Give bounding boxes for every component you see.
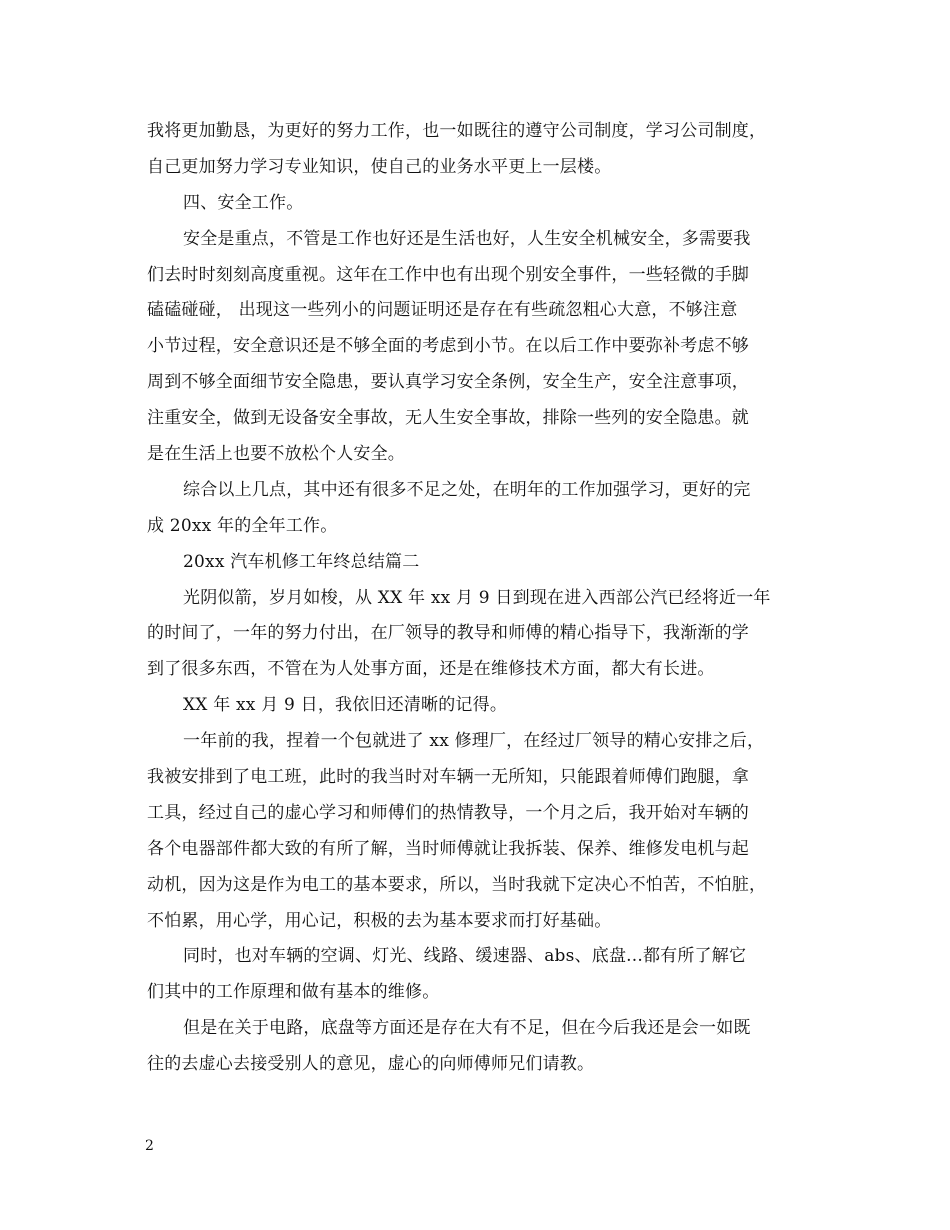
text-line: 是在生活上也要不放松个人安全。 [147,444,405,465]
page-number: 2 [145,1138,154,1154]
text-line: 我被安排到了电工班，此时的我当时对车辆一无所知，只能跟着师傅们跑腿，拿 [147,767,749,788]
text-line: 同时，也对车辆的空调、灯光、线路、缓速器、abs、底盘...都有所了解它 [183,946,747,967]
text-line: 周到不够全面细节安全隐患，要认真学习安全条例，安全生产，安全注意事项， [147,372,749,393]
text-line: 不怕累，用心学，用心记，积极的去为基本要求而打好基础。 [147,910,612,931]
text-line: 动机，因为这是作为电工的基本要求，所以，当时我就下定决心不怕苦，不怕脏， [147,874,767,895]
text-line: 安全是重点，不管是工作也好还是生活也好，人生安全机械安全，多需要我 [183,228,751,249]
text-line: 但是在关于电路，底盘等方面还是存在大有不足，但在今后我还是会一如既 [183,1018,751,1039]
text-line: 我将更加勤恳，为更好的努力工作，也一如既往的遵守公司制度，学习公司制度， [147,121,767,141]
text-line: 们其中的工作原理和做有基本的维修。 [147,982,440,1003]
text-line: 们去时时刻刻高度重视。这年在工作中也有出现个别安全事件，一些轻微的手脚 [147,264,749,285]
text-line: 注重安全，做到无设备安全事故，无人生安全事故，排除一些列的安全隐患。就 [147,408,749,429]
article-title: 20xx 汽车机修工年终总结篇二 [183,551,420,572]
text-line: 磕磕碰碰， 出现这一些列小的问题证明还是存在有些疏忽粗心大意，不够注意 [147,300,738,321]
text-line: 综合以上几点，其中还有很多不足之处，在明年的工作加强学习，更好的完 [183,479,751,500]
document-body [147,114,817,1083]
text-line: 到了很多东西，不管在为人处事方面，还是在维修技术方面，都大有长进。 [147,659,715,680]
text-line: 各个电器部件都大致的有所了解，当时师傅就让我拆装、保养、维修发电机与起 [147,838,749,859]
text-line: 的时间了，一年的努力付出，在厂领导的教导和师傅的精心指导下，我渐渐的学 [147,623,749,644]
text-line: 光阴似箭，岁月如梭，从 XX 年 xx 月 9 日到现在进入西部公汽已经将近一年 [183,587,771,608]
section-heading: 四、安全工作。 [183,192,304,213]
text-line: 工具，经过自己的虚心学习和师傅们的热情教导，一个月之后，我开始对车辆的 [147,802,749,823]
text-line: 一年前的我，捏着一个包就进了 xx 修理厂，在经过厂领导的精心安排之后， [183,731,765,752]
text-line: 成 20xx 年的全年工作。 [147,515,338,536]
text-line: 小节过程，安全意识还是不够全面的考虑到小节。在以后工作中要弥补考虑不够 [147,336,749,357]
text-line: 自己更加努力学习专业知识，使自己的业务水平更上一层楼。 [147,156,612,177]
text-line: 往的去虚心去接受别人的意见，虚心的向师傅师兄们请教。 [147,1054,595,1075]
text-line: XX 年 xx 月 9 日，我依旧还清晰的记得。 [183,695,508,716]
